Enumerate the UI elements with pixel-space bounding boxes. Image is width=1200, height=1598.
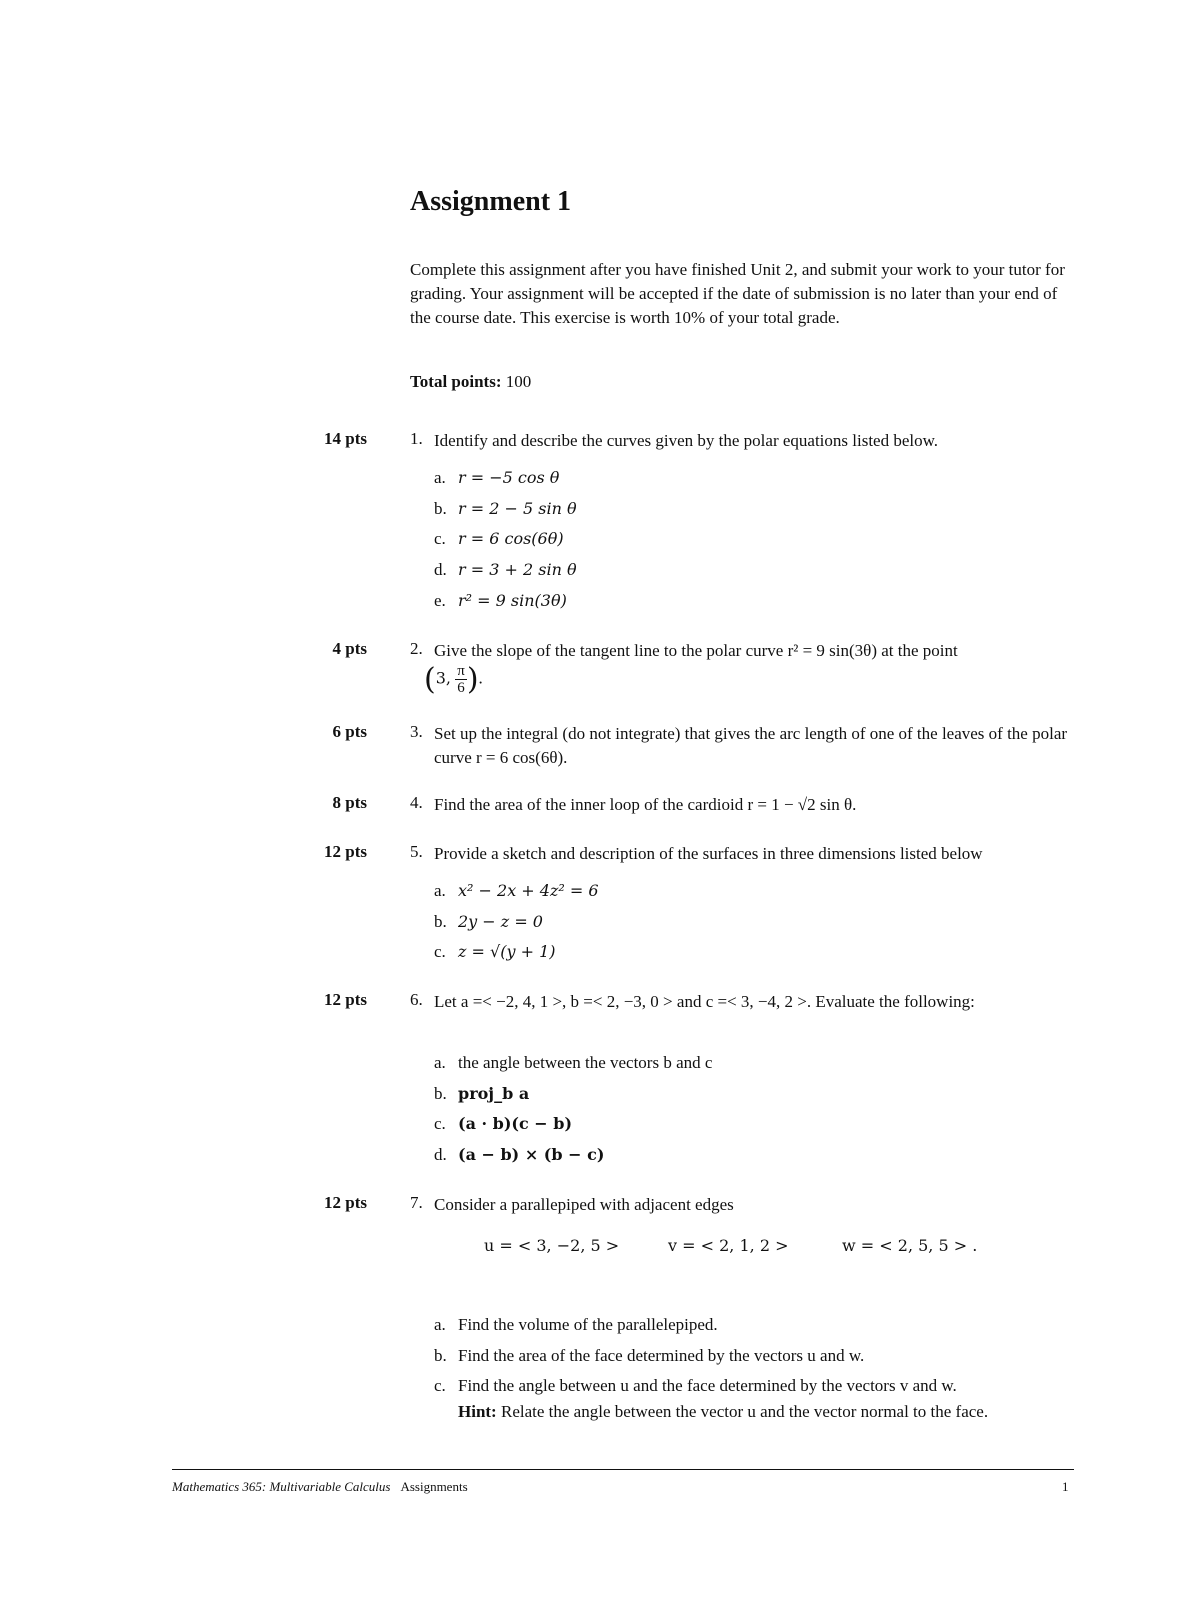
q7-hint (458, 1402, 988, 1422)
q1-part-d (434, 560, 577, 580)
q7-part-b (434, 1346, 864, 1366)
q5-text: Provide a sketch and description of the surfaces in three dimensions listed below (434, 844, 983, 863)
part-math: r = −5 cos θ (458, 468, 560, 487)
hint-text: Relate the angle between the vector u and the vector normal to the face. (500, 1402, 989, 1421)
q5-part-a (434, 881, 599, 901)
q6-number: 6. (410, 990, 423, 1009)
footer-course (172, 1479, 468, 1495)
footer-rule (172, 1469, 1074, 1470)
part-label: a. (434, 468, 446, 487)
q6-part-d (434, 1145, 604, 1165)
footer-course-title: Mathematics 365: Multivariable Calculus (172, 1479, 391, 1494)
point-fraction (455, 663, 467, 696)
hint-label: Hint: (458, 1402, 497, 1421)
total-points-value: 100 (505, 372, 532, 391)
part-math: 2y − z = 0 (458, 912, 543, 931)
part-math: (a − b) × (b − c) (458, 1145, 605, 1164)
q3-number: 3. (410, 722, 423, 741)
q1-text: Identify and describe the curves given by the polar equations listed below. (434, 431, 939, 450)
q6-text: Let a =< −2, 4, 1 >, b =< 2, −3, 0 > and c =< 3, −4, 2 >. Evaluate the following: (434, 992, 975, 1011)
part-label: a. (434, 1315, 446, 1334)
part-text: the angle between the vectors b and c (458, 1053, 713, 1072)
part-math: r = 3 + 2 sin θ (458, 560, 577, 579)
part-label: c. (434, 942, 446, 961)
part-label: d. (434, 560, 447, 579)
part-label: e. (434, 591, 446, 610)
q1-part-e (434, 591, 567, 611)
part-label: b. (434, 1084, 447, 1103)
q2-point: (3, $\frac{\pi}{6}$ ). (424, 662, 483, 697)
part-label: b. (434, 1346, 447, 1365)
q6-part-a (434, 1053, 712, 1073)
q2-points: 4 pts (332, 639, 367, 658)
part-text: Find the volume of the parallelepiped. (458, 1315, 718, 1334)
part-label: c. (434, 1114, 446, 1133)
fraction-denominator: 6 (457, 680, 465, 696)
q3-text: Set up the integral (do not integrate) that gives the arc length of one of the leaves of the polar curve r = 6 cos(6θ). (434, 724, 1068, 767)
part-math: (a · b)(c − b) (458, 1114, 573, 1133)
part-math: z = √(y + 1) (458, 942, 556, 961)
vector-v: v = < 2, 1, 2 > (668, 1236, 789, 1255)
q2-number: 2. (410, 639, 423, 658)
part-label: d. (434, 1145, 447, 1164)
vector-w: w = < 2, 5, 5 > . (842, 1236, 978, 1255)
part-label: c. (434, 529, 446, 548)
part-text: Find the angle between u and the face determined by the vectors v and w. (458, 1376, 957, 1395)
q7-part-c (434, 1376, 957, 1396)
part-label: a. (434, 1053, 446, 1072)
q6-part-b (434, 1084, 529, 1104)
q1-number: 1. (410, 429, 423, 448)
page-title: Assignment 1 (410, 186, 572, 217)
part-math: proj_b a (458, 1084, 530, 1103)
q4-number: 4. (410, 793, 423, 812)
q4-points: 8 pts (332, 793, 367, 812)
part-math: r = 6 cos(6θ) (458, 529, 564, 548)
point-end: . (478, 668, 483, 688)
q5-number: 5. (410, 842, 423, 861)
q5-part-b (434, 912, 543, 932)
footer-section: Assignments (400, 1479, 468, 1494)
total-points-label: Total points: (410, 372, 502, 391)
vector-u: u = < 3, −2, 5 > (484, 1236, 620, 1255)
q5-part-c (434, 942, 555, 962)
part-label: a. (434, 881, 446, 900)
part-label: b. (434, 499, 447, 518)
q1-points: 14 pts (324, 429, 367, 448)
part-math: x² − 2x + 4z² = 6 (458, 881, 599, 900)
part-text: Find the area of the face determined by the vectors u and w. (458, 1346, 865, 1365)
total-points (410, 372, 531, 392)
q5-points: 12 pts (324, 842, 367, 861)
q7-part-a (434, 1315, 718, 1335)
fraction-numerator: π (457, 663, 465, 679)
q7-points: 12 pts (324, 1193, 367, 1212)
q6-points: 12 pts (324, 990, 367, 1009)
q4-text: Find the area of the inner loop of the cardioid r = 1 − √2 sin θ. (434, 795, 857, 814)
part-label: b. (434, 912, 447, 931)
part-math: r = 2 − 5 sin θ (458, 499, 577, 518)
q1-part-c (434, 529, 564, 549)
part-label: c. (434, 1376, 446, 1395)
q7-number: 7. (410, 1193, 423, 1212)
q2-text: Give the slope of the tangent line to the polar curve r² = 9 sin(3θ) at the point (434, 641, 958, 660)
q1-part-b (434, 499, 577, 519)
q6-part-c (434, 1114, 572, 1134)
part-math: r² = 9 sin(3θ) (458, 591, 567, 610)
point-first: 3, (435, 668, 451, 688)
footer-page-number: 1 (1062, 1479, 1069, 1494)
intro-paragraph: Complete this assignment after you have finished Unit 2, and submit your work to your tutor for grading. Your assignment will be accepted if the date of submission is no later than your end of the course date. This exercise is worth 10% of your total grade. (410, 260, 1065, 327)
q1-part-a (434, 468, 559, 488)
q3-points: 6 pts (332, 722, 367, 741)
q7-text: Consider a parallepiped with adjacent edges (434, 1195, 734, 1214)
